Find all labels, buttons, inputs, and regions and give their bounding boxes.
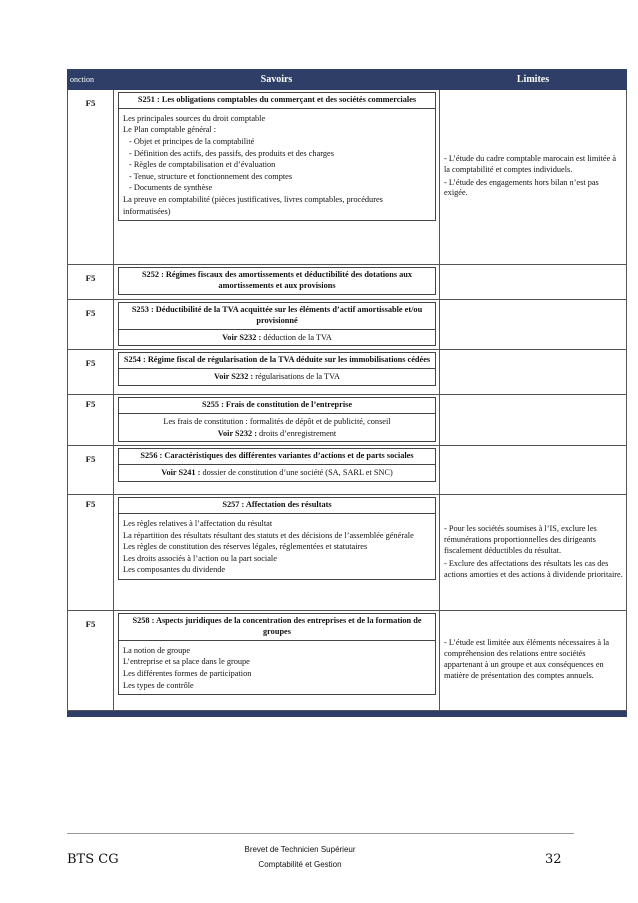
savoir-title: S258 : Aspects juridiques de la concentration des entreprises et de la formation de groupes	[118, 613, 436, 641]
savoir-title: S257 : Affectation des résultats	[118, 497, 436, 514]
table-row	[68, 300, 627, 350]
limits-cell	[440, 350, 627, 395]
savoir-body	[118, 414, 436, 442]
reference-text: déduction de la TVA	[261, 332, 332, 342]
reference-label: Voir S232 :	[222, 332, 262, 342]
list-item: L’entreprise et sa place dans le groupe	[123, 657, 250, 667]
limits-cell	[440, 446, 627, 495]
limits-cell	[440, 395, 627, 446]
savoir-title: S252 : Régimes fiscaux des amortissements et déductibilité des dotations aux amortissements et aux provisions	[118, 267, 436, 295]
function-code: F5	[68, 265, 114, 300]
table-bottom-bar	[68, 711, 627, 717]
curriculum-table	[67, 69, 627, 717]
list-item: Les différentes formes de participation	[123, 668, 252, 678]
table-header-row	[68, 70, 627, 90]
limit-text: - Pour les sociétés soumises à l’IS, exclure les rémunérations proportionnelles des dirigeants fiscalement déductibles du résultat.	[444, 523, 597, 555]
limits-cell	[440, 300, 627, 350]
list-item: La notion de groupe	[123, 645, 191, 655]
savoir-reference	[118, 369, 436, 386]
savoir-body	[118, 109, 436, 221]
table-row	[68, 350, 627, 395]
list-item: Les frais de constitution : formalités de dépôt et de publicité, conseil	[163, 416, 391, 426]
savoir-title: S251 : Les obligations comptables du commerçant et des sociétés commerciales	[118, 92, 436, 109]
savoir-reference	[118, 330, 436, 347]
function-code: F5	[68, 395, 114, 446]
function-code: F5	[68, 446, 114, 495]
footer-specialty: Comptabilité et Gestion	[258, 860, 342, 870]
function-code: F5	[68, 495, 114, 611]
list-item: La répartition des résultats résultant des statuts et des décisions de l’assemblée générale	[123, 530, 414, 540]
limits-cell	[440, 611, 627, 711]
list-item: Les droits associés à l’action ou la part sociale	[123, 553, 277, 563]
limit-text: - Exclure des affectations des résultats les cas des actions amorties et des actions à dividende prioritaire.	[444, 558, 623, 579]
limit-text: - L’étude du cadre comptable marocain est limitée à la comptabilité et comptes individuels.	[444, 153, 617, 174]
savoir-reference	[118, 465, 436, 482]
table-row	[68, 395, 627, 446]
function-code: F5	[68, 611, 114, 711]
table-row	[68, 611, 627, 711]
function-code: F5	[68, 350, 114, 395]
header-limites: Limites	[440, 70, 627, 90]
function-code: F5	[68, 300, 114, 350]
savoir-title: S256 : Caractéristiques des différentes variantes d’actions et de parts sociales	[118, 448, 436, 465]
reference-text: dossier de constitution d’une société (SA, SARL et SNC)	[200, 467, 393, 477]
table-row	[68, 265, 627, 300]
list-item: - Objet et principes de la comptabilité	[129, 137, 255, 146]
footer-divider	[67, 833, 574, 834]
limit-text: - L’étude est limitée aux éléments nécessaires à la compréhension des relations entre sociétés appartenant à un groupe et aux conséquences en matière de présentation des comptes annuels.	[444, 638, 610, 681]
list-item: - Tenue, structure et fonctionnement des comptes	[129, 171, 293, 181]
table-row	[68, 90, 627, 265]
list-item: Les principales sources du droit comptable	[123, 113, 266, 123]
limit-text: - L’étude des engagements hors bilan n’est pas exigée.	[444, 177, 599, 198]
list-item: Les composantes du dividende	[123, 565, 226, 575]
reference-label: Voir S232 :	[214, 371, 254, 381]
reference-text: régularisations de la TVA	[253, 371, 340, 381]
function-code: F5	[68, 90, 114, 265]
list-item: La preuve en comptabilité (pièces justificatives, livres comptables, procédures informatisées)	[123, 195, 383, 216]
reference-label: Voir S241 :	[161, 467, 201, 477]
table-row	[68, 495, 627, 611]
header-savoirs: Savoirs	[114, 70, 440, 90]
savoir-title: S253 : Déductibilité de la TVA acquittée sur les éléments d’actif amortissable et/ou provisionné	[118, 302, 436, 330]
page-number: 32	[545, 852, 562, 867]
savoir-title: S254 : Régime fiscal de régularisation de la TVA déduite sur les immobilisations cédées	[118, 352, 436, 369]
footer-left-label: BTS CG	[67, 852, 119, 867]
savoir-title: S255 : Frais de constitution de l’entreprise	[118, 397, 436, 414]
list-item: - Règles de comptabilisation et d’évaluation	[129, 160, 276, 170]
list-item: Les règles relatives à l’affectation du résultat	[123, 518, 273, 528]
list-item: - Définition des actifs, des passifs, des produits et des charges	[129, 148, 334, 158]
list-item: Le Plan comptable général :	[123, 125, 217, 135]
limits-cell	[440, 265, 627, 300]
table-row	[68, 446, 627, 495]
savoir-body	[118, 514, 436, 580]
list-item: - Documents de synthèse	[129, 183, 213, 193]
footer-center-block	[200, 842, 400, 872]
reference-label: Voir S232 :	[217, 428, 257, 438]
list-item: Les règles de constitution des réserves légales, réglementées et statutaires	[123, 542, 368, 552]
reference-text: droits d’enregistrement	[256, 428, 337, 438]
list-item: Les types de contrôle	[123, 680, 194, 690]
header-fonction: onction	[68, 70, 114, 90]
savoir-body	[118, 641, 436, 695]
limits-cell	[440, 495, 627, 611]
footer-diploma-title: Brevet de Technicien Supérieur	[244, 845, 356, 854]
limits-cell	[440, 90, 627, 265]
